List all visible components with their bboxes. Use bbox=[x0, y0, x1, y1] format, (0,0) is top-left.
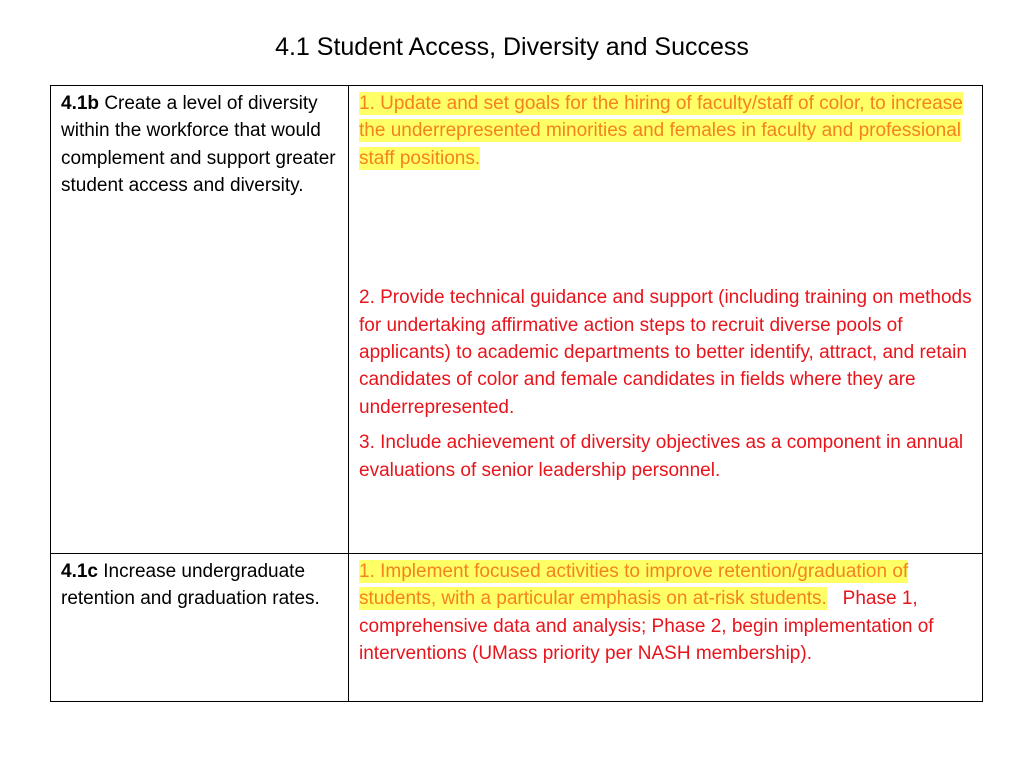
table-row bbox=[51, 86, 983, 554]
spacer bbox=[359, 172, 972, 284]
goal-text: Increase undergraduate retention and graduation rates. bbox=[61, 561, 320, 610]
slide-title: 4.1 Student Access, Diversity and Success bbox=[275, 33, 749, 61]
actions-cell bbox=[349, 86, 983, 554]
action-item: 2. Provide technical guidance and support (including training on methods for undertaking affirmative action steps to recruit diverse pools of applicants) to academic departments to better identify, attract, and retain candidates of color and female candidates in fields where they are underrepresented. bbox=[359, 287, 972, 418]
table-row bbox=[51, 554, 983, 702]
goals-table bbox=[50, 85, 983, 702]
goal-text: Create a level of diversity within the workforce that would complement and support greater student access and diversity. bbox=[61, 93, 336, 197]
goal-id: 4.1c bbox=[61, 561, 98, 582]
goal-cell bbox=[51, 554, 349, 702]
action-item bbox=[359, 558, 972, 668]
spacer bbox=[359, 421, 972, 429]
goal-id: 4.1b bbox=[61, 93, 100, 114]
highlighted-text: 1. Update and set goals for the hiring of faculty/staff of color, to increase the underrepresented minorities and females in faculty and professional staff positions. bbox=[359, 93, 963, 169]
actions-cell bbox=[349, 554, 983, 702]
action-followup: Phase 1, comprehensive data and analysis; Phase 2, begin implementation of interventions (UMass priority per NASH membership). bbox=[359, 588, 939, 665]
action-item: 3. Include achievement of diversity objectives as a component in annual evaluations of senior leadership personnel. bbox=[359, 432, 964, 481]
goal-cell bbox=[51, 86, 349, 554]
highlighted-text: 1. Implement focused activities to improve retention/graduation of students, with a particular emphasis on at-risk students. bbox=[359, 561, 909, 610]
action-item bbox=[359, 90, 972, 172]
